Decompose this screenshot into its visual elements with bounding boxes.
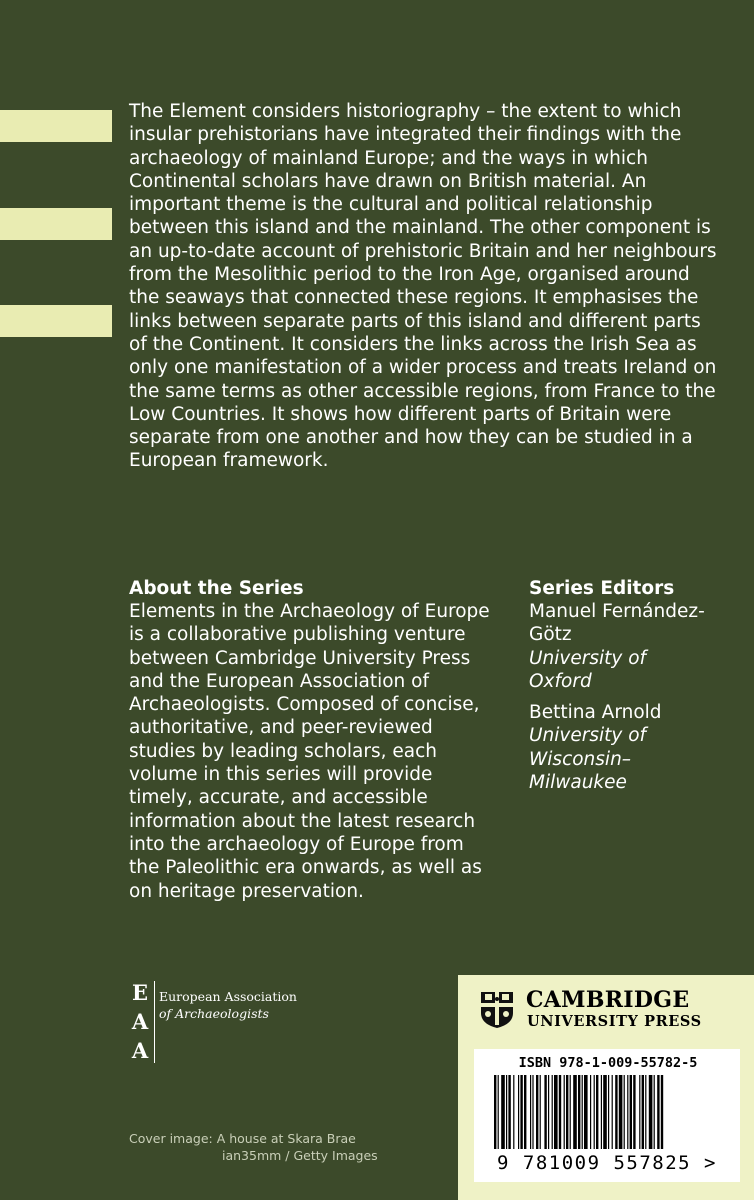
editor-affiliation: University of [529, 647, 647, 669]
publisher-panel [458, 975, 754, 1200]
eaa-monogram: E A A [131, 980, 149, 1063]
accent-bar-1 [0, 110, 112, 142]
editor-affiliation: Milwaukee [529, 772, 627, 794]
cover-credit-line2: ian35mm / Getty Images [222, 1148, 378, 1163]
editor-affiliation: University of [529, 725, 647, 747]
cover-credit [129, 1130, 378, 1164]
series-editors-section [529, 578, 729, 794]
cover-credit-line1: Cover image: A house at Skara Brae [129, 1131, 356, 1146]
isbn-text: ISBN 978-1-009-55782-5 [518, 1055, 698, 1071]
editor-affiliation: Oxford [529, 670, 592, 692]
editor-name: Bettina Arnold [529, 702, 662, 724]
cambridge-shield-icon [480, 991, 514, 1029]
eaa-name-line2: of Archaeologists [159, 1006, 269, 1021]
accent-bar-2 [0, 208, 112, 240]
about-series-heading: About the Series [129, 578, 304, 599]
publisher-name-line2: UNIVERSITY PRESS [527, 1013, 702, 1030]
editor-affiliation: Wisconsin– [529, 748, 632, 770]
series-editors-heading: Series Editors [529, 578, 675, 599]
publisher-name [526, 987, 702, 1031]
book-description: The Element considers historiography – the extent to which insular prehistorians have integrated their findings with the archaeology of mainland Europe; and the ways in which Continental scholars have drawn on British material. An important theme is the cultural and political relationship between this island and the mainland. The other component is an up-to-date account of prehistoric Britain and her neighbours from the Mesolithic period to the Iron Age, organised around the seaways that connected these regions. It emphasises the links between separate parts of this island and different parts of the Continent. It considers the links across the Irish Sea as only one manifestation of a wider process and treats Ireland on the same terms as other accessible regions, from France to the Low Countries. It shows how different parts of Britain were separate from one another and how they can be studied in a European framework. [129, 101, 717, 472]
eaa-name-line1: European Association [159, 989, 297, 1004]
publisher-name-line1: CAMBRIDGE [526, 987, 690, 1013]
accent-bar-3 [0, 305, 112, 337]
barcode-digits: 9 781009 557825 > [497, 1152, 717, 1174]
editor-name: Götz [529, 624, 572, 646]
eaa-divider [154, 981, 155, 1063]
barcode [488, 1075, 726, 1149]
editor-name: Manuel Fernández- [529, 601, 705, 622]
eaa-name [159, 988, 359, 1022]
about-series-section [129, 578, 499, 903]
about-series-text: Elements in the Archaeology of Europe is a collaborative publishing venture between Cambridge University Press and the European Association of Archaeologists. Composed of concise, authoritative, and peer-reviewed studies by leading scholars, each volume in this series will provide timely, accurate, and accessible information about the latest research into the archaeology of Europe from the Paleolithic era onwards, as well as on heritage preservation. [129, 601, 490, 902]
barcode-box [474, 1049, 740, 1182]
